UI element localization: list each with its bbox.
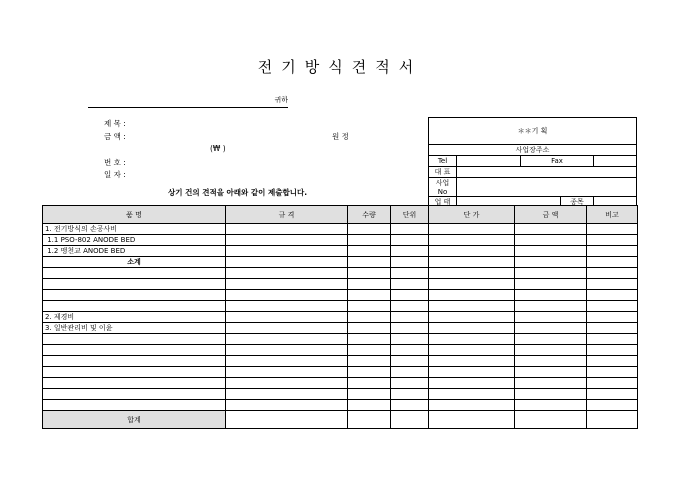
- total-cell: [429, 411, 515, 429]
- item-value-cell: [587, 389, 638, 400]
- table-row: [43, 312, 638, 323]
- header-remarks: 비고: [587, 206, 638, 224]
- item-value-cell: [348, 312, 391, 323]
- item-name-cell: [43, 378, 226, 389]
- item-value-cell: [226, 334, 348, 345]
- item-value-cell: [226, 224, 348, 235]
- item-value-cell: [515, 301, 587, 312]
- ceo-label: 대 표: [429, 167, 457, 178]
- item-value-cell: [429, 334, 515, 345]
- fax-value: [594, 156, 637, 167]
- item-value-cell: [515, 235, 587, 246]
- table-row: [43, 257, 638, 268]
- item-name-cell: 1.2 맹천교 ANODE BED: [43, 246, 226, 257]
- item-value-cell: [587, 367, 638, 378]
- item-name-cell: 3. 일반관리비 및 이윤: [43, 323, 226, 334]
- item-name-cell: [43, 268, 226, 279]
- item-value-cell: [587, 356, 638, 367]
- table-row: [43, 356, 638, 367]
- item-value-cell: [348, 378, 391, 389]
- tel-label: Tel: [429, 156, 457, 167]
- item-name-cell: [43, 290, 226, 301]
- item-value-cell: [587, 235, 638, 246]
- table-row: [43, 290, 638, 301]
- item-value-cell: [391, 367, 429, 378]
- subject-label: 제 목 :: [104, 119, 126, 128]
- table-row: [43, 268, 638, 279]
- date-label: 일 자 :: [104, 170, 126, 179]
- item-value-cell: [391, 334, 429, 345]
- biz-no-label: 사업No: [429, 178, 457, 197]
- item-name-cell: [43, 400, 226, 411]
- item-value-cell: [226, 268, 348, 279]
- item-name-cell: [43, 334, 226, 345]
- item-value-cell: [515, 312, 587, 323]
- item-value-cell: [515, 400, 587, 411]
- biz-type-label: 업 태: [429, 197, 457, 208]
- table-row: [43, 224, 638, 235]
- biz-no-value: [457, 178, 637, 197]
- tel-value: [457, 156, 521, 167]
- estimate-items-table: [42, 205, 638, 429]
- item-value-cell: [226, 301, 348, 312]
- supplier-info-table: [428, 117, 637, 208]
- item-value-cell: [429, 378, 515, 389]
- total-label: 합계: [43, 411, 226, 429]
- item-value-cell: [391, 400, 429, 411]
- item-value-cell: [515, 224, 587, 235]
- item-value-cell: [587, 257, 638, 268]
- item-value-cell: [391, 224, 429, 235]
- item-value-cell: [515, 389, 587, 400]
- table-row: [43, 389, 638, 400]
- item-value-cell: [429, 323, 515, 334]
- item-value-cell: [348, 389, 391, 400]
- table-row: [43, 378, 638, 389]
- item-name-cell: [43, 279, 226, 290]
- item-name-cell: 2. 제경비: [43, 312, 226, 323]
- item-value-cell: [587, 345, 638, 356]
- table-row: [43, 235, 638, 246]
- header-item-name: 품 명: [43, 206, 226, 224]
- item-name-cell: [43, 367, 226, 378]
- item-value-cell: [391, 290, 429, 301]
- item-name-cell: 1. 전기방식의 손공사비: [43, 224, 226, 235]
- item-value-cell: [226, 367, 348, 378]
- item-value-cell: [391, 389, 429, 400]
- header-spec: 규 격: [226, 206, 348, 224]
- item-value-cell: [226, 246, 348, 257]
- item-value-cell: [391, 257, 429, 268]
- total-cell: [226, 411, 348, 429]
- item-name-cell: 소계: [43, 257, 226, 268]
- item-value-cell: [391, 301, 429, 312]
- item-value-cell: [226, 345, 348, 356]
- item-name-cell: [43, 301, 226, 312]
- item-name-cell: [43, 356, 226, 367]
- item-value-cell: [391, 235, 429, 246]
- item-value-cell: [391, 312, 429, 323]
- item-value-cell: [348, 400, 391, 411]
- total-cell: [587, 411, 638, 429]
- total-cell: [391, 411, 429, 429]
- table-row: [43, 246, 638, 257]
- item-value-cell: [515, 334, 587, 345]
- item-value-cell: [429, 312, 515, 323]
- item-name-cell: [43, 345, 226, 356]
- item-value-cell: [391, 345, 429, 356]
- item-value-cell: [348, 290, 391, 301]
- table-row: [43, 323, 638, 334]
- item-value-cell: [587, 323, 638, 334]
- item-value-cell: [391, 378, 429, 389]
- item-value-cell: [226, 400, 348, 411]
- item-value-cell: [429, 356, 515, 367]
- total-row: [43, 411, 638, 429]
- item-value-cell: [391, 279, 429, 290]
- item-value-cell: [226, 290, 348, 301]
- item-value-cell: [391, 356, 429, 367]
- supplier-company: ＊＊기 획: [429, 118, 637, 145]
- item-value-cell: [587, 246, 638, 257]
- recipient-suffix: 귀하: [274, 96, 288, 104]
- item-value-cell: [429, 367, 515, 378]
- item-value-cell: [348, 257, 391, 268]
- item-value-cell: [391, 268, 429, 279]
- item-value-cell: [515, 378, 587, 389]
- item-value-cell: [348, 323, 391, 334]
- amount-label: 금 액 :: [104, 132, 126, 141]
- total-cell: [515, 411, 587, 429]
- item-value-cell: [348, 246, 391, 257]
- table-header-row: [43, 206, 638, 224]
- item-value-cell: [429, 246, 515, 257]
- submission-statement: 상기 건의 견적을 아래와 같이 제출합니다.: [168, 188, 308, 197]
- item-value-cell: [348, 224, 391, 235]
- item-value-cell: [429, 279, 515, 290]
- amount-currency: (₩ ): [210, 144, 226, 153]
- header-quantity: 수량: [348, 206, 391, 224]
- item-value-cell: [515, 323, 587, 334]
- recipient-line: [88, 95, 288, 108]
- item-value-cell: [587, 268, 638, 279]
- item-value-cell: [515, 367, 587, 378]
- item-value-cell: [587, 334, 638, 345]
- item-value-cell: [429, 400, 515, 411]
- item-value-cell: [515, 268, 587, 279]
- item-value-cell: [226, 356, 348, 367]
- item-value-cell: [429, 268, 515, 279]
- item-value-cell: [515, 356, 587, 367]
- item-value-cell: [226, 312, 348, 323]
- table-row: [43, 301, 638, 312]
- item-value-cell: [587, 378, 638, 389]
- item-value-cell: [429, 345, 515, 356]
- table-row: [43, 279, 638, 290]
- total-cell: [348, 411, 391, 429]
- item-value-cell: [226, 257, 348, 268]
- item-value-cell: [348, 279, 391, 290]
- item-name-cell: [43, 389, 226, 400]
- item-value-cell: [226, 323, 348, 334]
- amount-unit: 원 정: [332, 132, 349, 141]
- ceo-value: [457, 167, 637, 178]
- item-value-cell: [348, 367, 391, 378]
- header-amount: 금 액: [515, 206, 587, 224]
- item-value-cell: [226, 235, 348, 246]
- item-value-cell: [348, 268, 391, 279]
- item-value-cell: [391, 323, 429, 334]
- item-value-cell: [429, 290, 515, 301]
- biz-category-label: 종목: [561, 197, 594, 208]
- table-row: [43, 345, 638, 356]
- item-value-cell: [587, 301, 638, 312]
- item-value-cell: [515, 290, 587, 301]
- item-value-cell: [391, 246, 429, 257]
- table-row: [43, 400, 638, 411]
- item-value-cell: [226, 378, 348, 389]
- item-name-cell: 1.1 PSO-802 ANODE BED: [43, 235, 226, 246]
- item-value-cell: [515, 246, 587, 257]
- item-value-cell: [429, 301, 515, 312]
- item-value-cell: [515, 279, 587, 290]
- item-value-cell: [429, 235, 515, 246]
- supplier-address-label: 사업장주소: [429, 145, 637, 156]
- item-value-cell: [348, 235, 391, 246]
- item-value-cell: [587, 224, 638, 235]
- header-unit: 단위: [391, 206, 429, 224]
- fax-label: Fax: [521, 156, 594, 167]
- table-row: [43, 334, 638, 345]
- item-value-cell: [515, 345, 587, 356]
- item-value-cell: [429, 257, 515, 268]
- item-value-cell: [348, 301, 391, 312]
- item-value-cell: [348, 345, 391, 356]
- item-value-cell: [515, 257, 587, 268]
- document-title: 전기방식견적서: [257, 58, 423, 76]
- item-value-cell: [587, 279, 638, 290]
- item-value-cell: [587, 400, 638, 411]
- item-value-cell: [587, 290, 638, 301]
- item-value-cell: [226, 389, 348, 400]
- header-unit-price: 단 가: [429, 206, 515, 224]
- item-value-cell: [429, 389, 515, 400]
- item-value-cell: [587, 312, 638, 323]
- number-label: 번 호 :: [104, 158, 126, 167]
- table-row: [43, 367, 638, 378]
- item-value-cell: [429, 224, 515, 235]
- item-value-cell: [226, 279, 348, 290]
- item-value-cell: [348, 334, 391, 345]
- item-value-cell: [348, 356, 391, 367]
